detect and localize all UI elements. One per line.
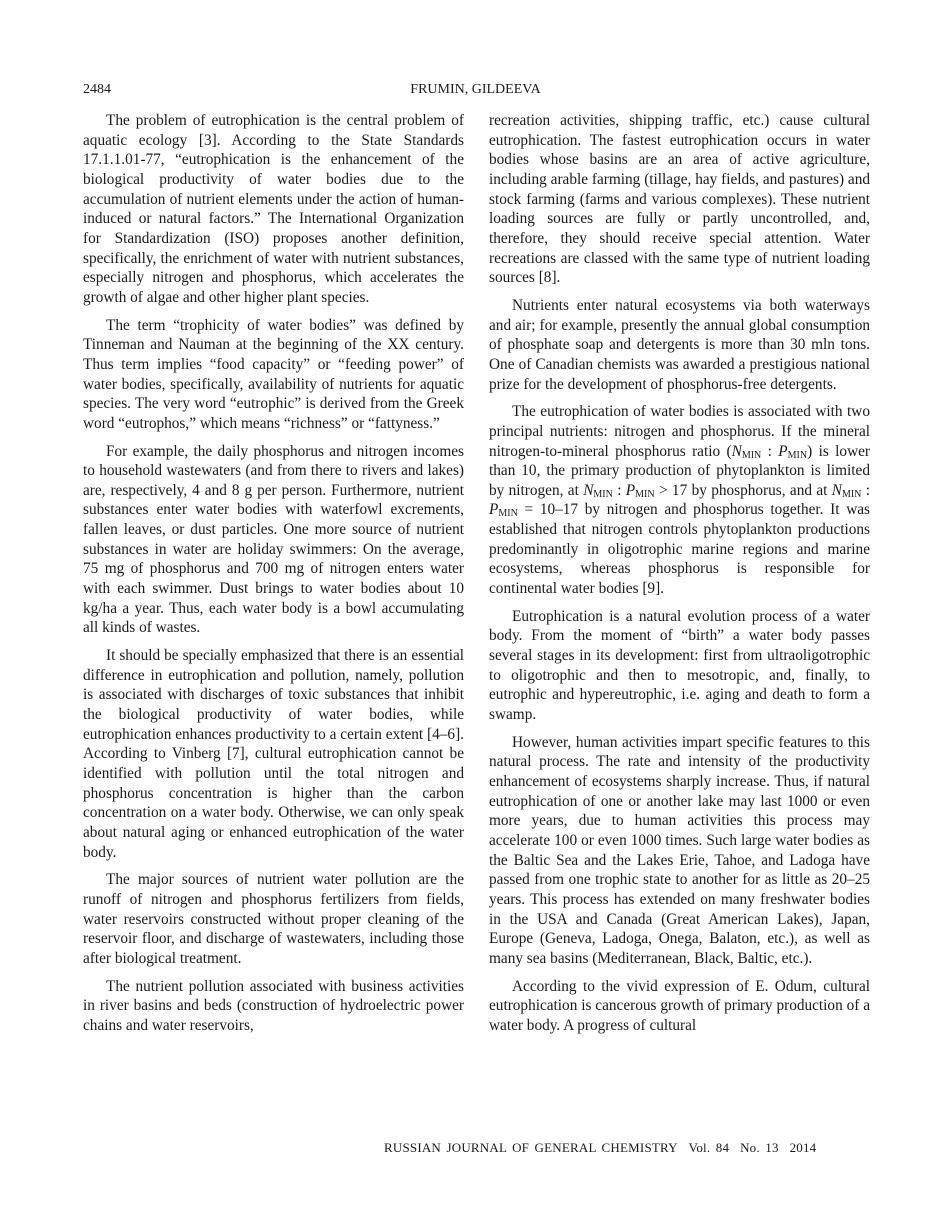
symbol-n: N — [583, 481, 594, 499]
paragraph: The major sources of nutrient water pollution are the runoff of nitrogen and phosphorus fertilizers from fields, water reservoirs constructed without proper cleaning of the reservoir floor, and discharge of wastewaters, including those after biological treatment. — [83, 871, 464, 967]
symbol-n: N — [831, 481, 842, 499]
subscript: MIN — [635, 488, 655, 500]
paragraph: The term “trophicity of water bodies” was defined by Tinneman and Nauman at the beginning of the XX century. Thus term implies “food capacity” or “feeding power” of water bodies, specifically, availability of nutrients for aquatic species. The very word “eutrophic” is derived from the Greek word “eutrophos,” which means “richness” or “fattyness.” — [83, 316, 464, 432]
paragraph: The nutrient pollution associated with business activities in river basins and beds (construction of hydroelectric power chains and water reservoirs, — [83, 977, 464, 1034]
paragraph: recreation activities, shipping traffic, etc.) cause cultural eutrophication. The fastest eutrophication occurs in water bodies whose basins are an area of active agriculture, including arable farming (tillage, hay fields, and pastures) and stock farming (farms and various complexes). These nutrient loading sources are fully or partly uncontrolled, and, therefore, they should receive special attention. Water recreations are classed with the same type of nutrient loading sources [8]. — [489, 112, 870, 287]
page-number: 2484 — [83, 82, 111, 97]
text-run: = 10–17 by nitrogen and phosphorus together. It was established that nitrogen controls phytoplankton productions predominantly in oligotrophic marine regions and marine ecosystems, whereas phosphorus is responsible for continental water bodies [9]. — [489, 501, 870, 598]
left-column — [83, 111, 464, 1044]
page-header — [83, 82, 868, 102]
text-run: > 17 by phosphorus, and at — [654, 481, 832, 499]
paragraph-nutrient-ratio — [489, 402, 870, 599]
running-title: FRUMIN, GILDEEVA — [410, 82, 541, 97]
text-run: The eutrophication of water bodies is associated with two principal nutrients: nitrogen and phosphorus. If the mineral nitrogen-to-mineral phosphorus ratio ( — [489, 403, 870, 460]
symbol-p: P — [489, 501, 499, 519]
paragraph: However, human activities impart specific features to this natural process. The rate and intensity of the productivity enhancement of ecosystems sharply increase. Thus, if natural eutrophication of one or another lake may last 1000 or even more years, due to human activities this process may accelerate 100 or even 1000 times. Such large water bodies as the Baltic Sea and the Lakes Erie, Tahoe, and Ladoga have passed from one trophic state to another for as little as 20–25 years. This process has extended on many freshwater bodies in the USA and Canada (Great American Lakes), Japan, Europe (Geneva, Ladoga, Onega, Balaton, etc.), as well as many sea basins (Mediterranean, Black, Baltic, etc.). — [489, 733, 870, 967]
paragraph: Eutrophication is a natural evolution process of a water body. From the moment of “birth” a water body passes several stages in its development: first from ultraoligotrophic to oligotrophic and then to mesotropic, and, finally, to eutrophic and hypereutrophic, i.e. aging and death to form a swamp. — [489, 607, 870, 724]
symbol-n: N — [731, 442, 742, 460]
paragraph: Nutrients enter natural ecosystems via both waterways and air; for example, presently the annual global consumption of phosphate soap and detergents is more than 30 mln tons. One of Canadian chemists was awarded a prestigious national prize for the development of phosphorus-free detergents. — [489, 296, 870, 393]
text-run: ) is lower than 10, the primary production of phytoplankton is limited by nitrogen, at — [489, 442, 871, 499]
symbol-p: P — [778, 442, 788, 460]
journal-name: RUSSIAN JOURNAL OF GENERAL CHEMISTRY — [384, 1140, 678, 1155]
subscript: MIN — [841, 488, 862, 500]
journal-issue: No. 13 — [740, 1140, 779, 1155]
paragraph: According to the vivid expression of E. Odum, cultural eutrophication is cancerous growth of primary production of a water body. A progress of cultural — [489, 977, 870, 1034]
ratio-colon: : — [861, 481, 871, 499]
subscript: MIN — [498, 508, 518, 520]
journal-footer — [384, 1140, 816, 1156]
ratio-colon: : — [761, 442, 779, 460]
paragraph: It should be specially emphasized that there is an essential difference in eutrophication and pollution, namely, pollution is associated with discharges of toxic substances that inhibit the biological productivity of water bodies, while eutrophication enhances productivity to a certain extent [4–6]. According to Vinberg [7], cultural eutrophication cannot be identified with pollution until the total nitrogen and phosphorus concentration is higher than the carbon concentration on a water body. Otherwise, we can only speak about natural aging or enhanced eutrophication of the water body. — [83, 647, 464, 861]
paragraph: The problem of eutrophication is the central problem of aquatic ecology [3]. According to the State Standards 17.1.1.01-77, “eutrophication is the enhancement of the biological productivity of water bodies due to the accumulation of nutrient elements under the action of human-induced or natural factors.” The International Organization for Standardization (ISO) proposes another definition, specifically, the enrichment of water with nutrient substances, especially nitrogen and phosphorus, which accelerates the growth of algae and other higher plant species. — [83, 112, 464, 306]
right-column — [489, 111, 870, 1044]
subscript: MIN — [593, 488, 613, 500]
subscript: MIN — [787, 449, 808, 461]
ratio-colon: : — [612, 481, 626, 499]
subscript: MIN — [741, 449, 762, 461]
paragraph: For example, the daily phosphorus and nitrogen incomes to household wastewaters (and from there to rivers and lakes) are, respectively, 4 and 8 g per person. Furthermore, nutrient substances enter water bodies with waterfowl excrements, fallen leaves, or dust particles. One more source of nutrient substances in water are holiday swimmers: On the average, 75 mg of phosphorus and 700 mg of nitrogen enters water with each swimmer. Dust brings to water bodies about 10 kg/ha a year. Thus, each water body is a bowl accumulating all kinds of wastes. — [83, 442, 464, 637]
journal-year: 2014 — [789, 1140, 817, 1155]
symbol-p: P — [625, 481, 636, 499]
journal-volume: Vol. 84 — [688, 1140, 730, 1155]
